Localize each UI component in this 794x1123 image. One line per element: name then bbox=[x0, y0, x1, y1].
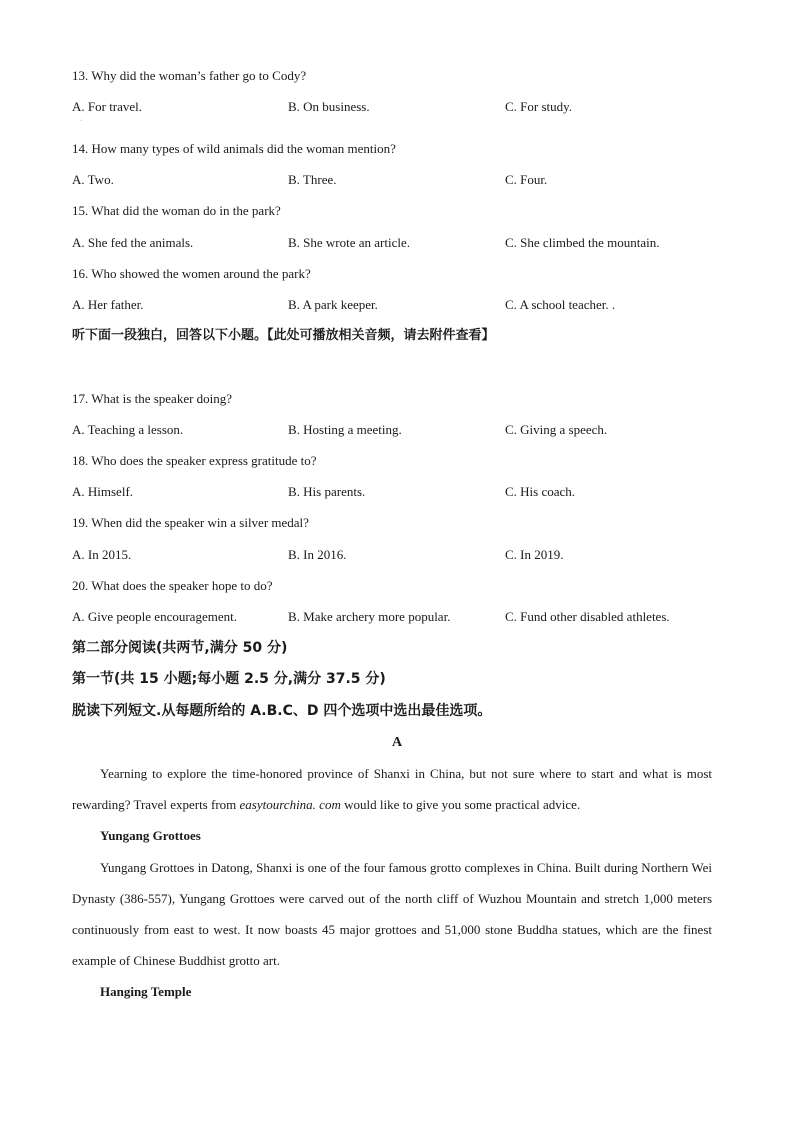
option-c: C. Fund other disabled athletes. bbox=[505, 609, 670, 624]
reading-instruction: 脱读下列短文.从每题所给的 A.B.C、D 四个选项中选出最佳选项。 bbox=[72, 703, 492, 719]
part2-heading: 第二部分阅读(共两节,满分 50 分) bbox=[72, 640, 288, 656]
option-b: B. His parents. bbox=[288, 484, 366, 499]
option-b: B. She wrote an article. bbox=[288, 235, 411, 250]
options-13 bbox=[72, 99, 732, 115]
option-b: B. A park keeper. bbox=[288, 297, 378, 312]
question-15: 15. What did the woman do in the park? bbox=[72, 203, 281, 218]
option-a: A. Two. bbox=[72, 172, 114, 187]
option-a: A. Himself. bbox=[72, 484, 134, 499]
options-14 bbox=[72, 172, 732, 188]
option-c: C. For study. bbox=[505, 99, 573, 114]
option-c: C. His coach. bbox=[505, 484, 576, 499]
option-c: C. In 2019. bbox=[505, 547, 564, 562]
passage-letter: A bbox=[391, 735, 403, 750]
question-20: 20. What does the speaker hope to do? bbox=[72, 578, 273, 593]
section1-heading: 第一节(共 15 小题;每小题 2.5 分,满分 37.5 分) bbox=[72, 671, 386, 687]
option-a: A. She fed the animals. bbox=[72, 235, 194, 250]
option-c: C. A school teacher. . bbox=[505, 297, 616, 312]
option-b: B. In 2016. bbox=[288, 547, 347, 562]
intro-text-2: would like to give you some practical advice. bbox=[340, 797, 581, 812]
site-name: easytourchina. com bbox=[239, 797, 341, 812]
options-20 bbox=[72, 609, 732, 625]
option-c: C. She climbed the mountain. bbox=[505, 235, 660, 250]
intro-paragraph bbox=[72, 758, 712, 820]
yungang-paragraph: Yungang Grottoes in Datong, Shanxi is one of the four famous grotto complexes in China. Built during Northern Wei Dynasty (386-557), Yungang Grottoes were carved out of the north cliff of Wuzhou Mountain and stretch 1,000 meters continuously from east to west. It now boasts 45 major grottoes and 51,000 stone Buddha statues, which are the finest example of Chinese Buddhist grotto art. bbox=[72, 860, 712, 968]
question-17: 17. What is the speaker doing? bbox=[72, 391, 233, 406]
yungang-title: Yungang Grottoes bbox=[100, 828, 201, 843]
option-b: B. On business. bbox=[288, 99, 370, 114]
options-16 bbox=[72, 297, 732, 313]
stray-dot: · bbox=[80, 118, 82, 124]
options-19 bbox=[72, 547, 732, 563]
hanging-title: Hanging Temple bbox=[100, 984, 192, 999]
option-c: C. Giving a speech. bbox=[505, 422, 608, 437]
options-15 bbox=[72, 235, 732, 251]
option-a: A. Her father. bbox=[72, 297, 144, 312]
option-b: B. Three. bbox=[288, 172, 337, 187]
question-19: 19. When did the speaker win a silver medal? bbox=[72, 515, 309, 530]
monologue-instruction: 听下面一段独白，回答以下小题。【此处可播放相关音频，请去附件查看】 bbox=[72, 328, 495, 343]
option-b: B. Make archery more popular. bbox=[288, 609, 451, 624]
question-16: 16. Who showed the women around the park? bbox=[72, 266, 311, 281]
options-17 bbox=[72, 422, 732, 438]
question-18: 18. Who does the speaker express gratitude to? bbox=[72, 453, 317, 468]
option-b: B. Hosting a meeting. bbox=[288, 422, 402, 437]
options-18 bbox=[72, 484, 732, 500]
question-14: 14. How many types of wild animals did the woman mention? bbox=[72, 141, 396, 156]
option-c: C. Four. bbox=[505, 172, 548, 187]
option-a: A. In 2015. bbox=[72, 547, 132, 562]
option-a: A. Teaching a lesson. bbox=[72, 422, 184, 437]
question-13: 13. Why did the woman’s father go to Cody? bbox=[72, 68, 307, 83]
option-a: A. For travel. bbox=[72, 99, 143, 114]
option-a: A. Give people encouragement. bbox=[72, 609, 237, 624]
intro-text-1: Yearning to explore the time-honored province of Shanxi in China, but not sure where to start and what is most rewarding? Travel experts from bbox=[72, 766, 712, 812]
